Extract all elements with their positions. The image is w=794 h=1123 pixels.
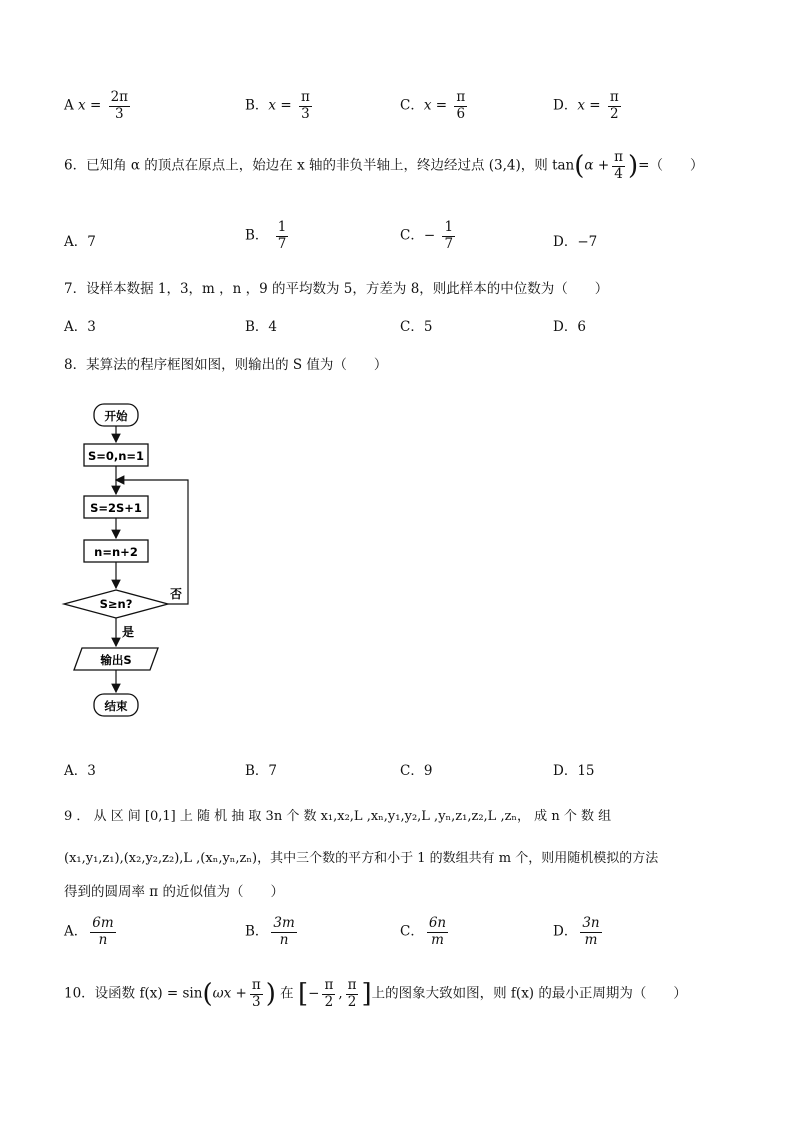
q7-option-d: D．6 xyxy=(553,319,586,335)
flow-end-label: 结束 xyxy=(104,699,128,713)
fraction: $\frac{3n}{m}$ xyxy=(582,915,600,948)
flow-cond-label: S≥n? xyxy=(99,597,133,611)
q5-option-d: D．x = $\frac{\pi}{2}$ xyxy=(553,89,619,122)
q8-option-a: A．3 xyxy=(64,763,96,779)
fraction: $\frac{\pi}{2}$ xyxy=(609,89,619,122)
flow-no-label: 否 xyxy=(170,587,183,601)
q5-option-c: C．x = $\frac{\pi}{6}$ xyxy=(400,89,466,122)
fraction: $\frac{3m}{n}$ xyxy=(273,915,295,948)
q7-option-b: B．4 xyxy=(245,319,278,335)
q7-stem: 7．设样本数据 1，3，m ，n ，9 的平均数为 5，方差为 8，则此样本的中位数为（ ） xyxy=(64,281,609,297)
q7-option-c: C．5 xyxy=(400,319,433,335)
fraction: $\frac{\pi}{6}$ xyxy=(456,89,466,122)
q8-option-d: D．15 xyxy=(553,763,595,779)
q9-stem-line1: 9 ． 从 区 间 [0,1] 上 随 机 抽 取 3n 个 数 x₁,x₂,L ,xₙ,y₁,y₂,L ,yₙ,z₁,z₂,L ,zₙ， 成 n 个 数 组 xyxy=(64,809,612,824)
fraction: $\frac{\pi}{3}$ xyxy=(251,977,261,1010)
q6-option-a: A．7 xyxy=(64,234,96,250)
fraction: $\frac{6n}{m}$ xyxy=(428,915,447,948)
q6-stem: 6．已知角 α 的顶点在原点上，始边在 x 轴的非负半轴上，终边经过点 (3,4)，则 tan(α + $\frac{\pi}{4}$ )=（ ） xyxy=(64,149,704,182)
q8-stem: 8．某算法的程序框图如图，则输出的 S 值为（ ） xyxy=(64,357,388,373)
flow-step1-label: S=2S+1 xyxy=(90,501,142,515)
q9-option-b: B． $\frac{3m}{n}$ xyxy=(245,915,295,948)
fraction: $\frac{\pi}{2}$ xyxy=(347,977,357,1010)
flowchart xyxy=(60,398,200,723)
fraction: $\frac{1}{7}$ xyxy=(444,219,454,252)
fraction: $\frac{1}{7}$ xyxy=(277,219,287,252)
q5-option-a: A x = $\frac{2\pi}{3}$ xyxy=(64,89,129,122)
q9-option-a: A． $\frac{6m}{n}$ xyxy=(64,915,114,948)
q9-option-d: D． $\frac{3n}{m}$ xyxy=(553,915,600,948)
q10-stem: 10．设函数 f(x) = sin(ωx + $\frac{\pi}{3}$ ) 在 [− $\frac{\pi}{2}$ , $\frac{\pi}{2}$ ]上的图象大致如图，则 f(x) 的最小正周期为（ ） xyxy=(64,977,687,1010)
q9-stem-line3: 得到的圆周率 π 的近似值为（ ） xyxy=(64,884,284,900)
q9-option-c: C． $\frac{6n}{m}$ xyxy=(400,915,447,948)
q6-option-b: B． $\frac{1}{7}$ xyxy=(245,219,287,252)
fraction: $\frac{\pi}{2}$ xyxy=(324,977,334,1010)
flow-start-label: 开始 xyxy=(104,409,128,423)
flow-step2-label: n=n+2 xyxy=(94,545,138,559)
q6-option-c: C．− $\frac{1}{7}$ xyxy=(400,219,454,252)
q8-option-c: C．9 xyxy=(400,763,433,779)
flow-yes-label: 是 xyxy=(122,625,135,639)
q8-option-b: B．7 xyxy=(245,763,278,779)
flow-init-label: S=0,n=1 xyxy=(87,449,145,463)
q6-option-d: D．−7 xyxy=(553,234,598,250)
fraction: $\frac{2\pi}{3}$ xyxy=(110,89,129,122)
fraction: $\frac{\pi}{4}$ xyxy=(614,149,624,182)
q7-option-a: A．3 xyxy=(64,319,96,335)
q9-stem-line2: (x₁,y₁,z₁),(x₂,y₂,z₂),L ,(xₙ,yₙ,zₙ)，其中三个数的平方和小于 1 的数组共有 m 个，则用随机模拟的方法 xyxy=(64,851,659,866)
fraction: $\frac{6m}{n}$ xyxy=(92,915,114,948)
q5-option-b: B．x = $\frac{\pi}{3}$ xyxy=(245,89,310,122)
fraction: $\frac{\pi}{3}$ xyxy=(300,89,310,122)
flow-output-label: 输出S xyxy=(100,653,132,667)
